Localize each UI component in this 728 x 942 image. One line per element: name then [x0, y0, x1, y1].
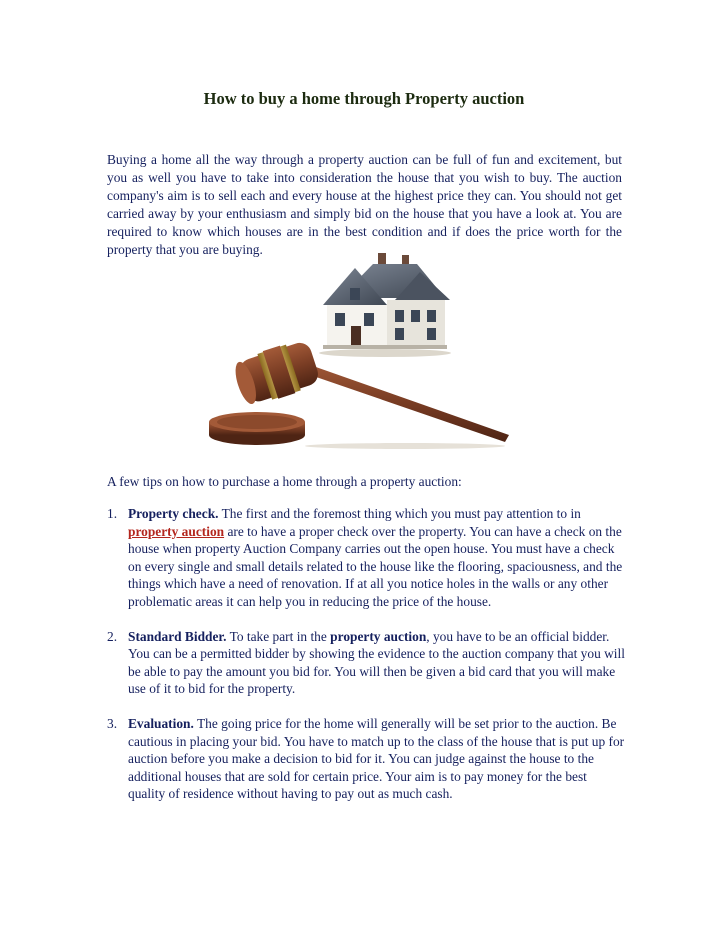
list-number: 1.: [107, 506, 118, 521]
list-item: [107, 715, 627, 803]
tip-text: The first and the foremost thing which you must pay attention to in: [218, 506, 581, 521]
tip-heading: Evaluation.: [128, 715, 194, 731]
tip-text: The going price for the home will generally will be set prior to the auction. Be cautious in placing your bid. You have to match up to the class of the house that is put up for auction before you make a decision to bid for it. You can judge against the house to the additional houses that are sold for certain price. Your aim is to pay money for the best quality of residence without having to pay out as much cash.: [128, 715, 625, 802]
intro-paragraph: Buying a home all the way through a property auction can be full of fun and excitement, but you as well you have to take into consideration the house that you wish to buy. The auction company's aim is to sell each and every house at the highest price they can. You should not get carried away by your enthusiasm and simply bid on the house that you have a look at. You are required to know which houses are in the best condition and if does the price worth for the property that you are buying.: [107, 152, 622, 257]
tip-text: , you have to be an official bidder. You can be a permitted bidder by showing the evidence to the auction company that you will be able to pay the amount you bid for. You will then be given a bid card that you will make use of it to bid for the property.: [128, 628, 625, 697]
property-auction-link[interactable]: property auction: [128, 523, 225, 539]
house-and-gavel-icon: [205, 250, 515, 450]
tips-intro: A few tips on how to purchase a home through a property auction:: [107, 474, 462, 489]
tip-heading: Property check.: [128, 506, 219, 521]
page-title: How to buy a home through Property auction: [203, 89, 525, 108]
list-item: [107, 505, 627, 611]
tip-text: To take part in the: [226, 628, 331, 644]
tip-text: are to have a proper check over the property. You can have a check on the house when property Auction Company carries out the open house. You must have a check on every single and small details related to the house like the flooring, spaciousness, and the things which have a need of renovation. If at all you notice holes in the walls or any other problematic areas it can help you in reducing the price of the house.: [128, 523, 623, 609]
list-number: 3.: [107, 715, 118, 731]
tips-list: [107, 505, 627, 820]
list-number: 2.: [107, 628, 118, 644]
tip-heading: Standard Bidder.: [128, 628, 227, 644]
house-icon: [319, 253, 451, 357]
list-item: [107, 628, 627, 698]
tip-keyword: property auction: [330, 628, 427, 644]
